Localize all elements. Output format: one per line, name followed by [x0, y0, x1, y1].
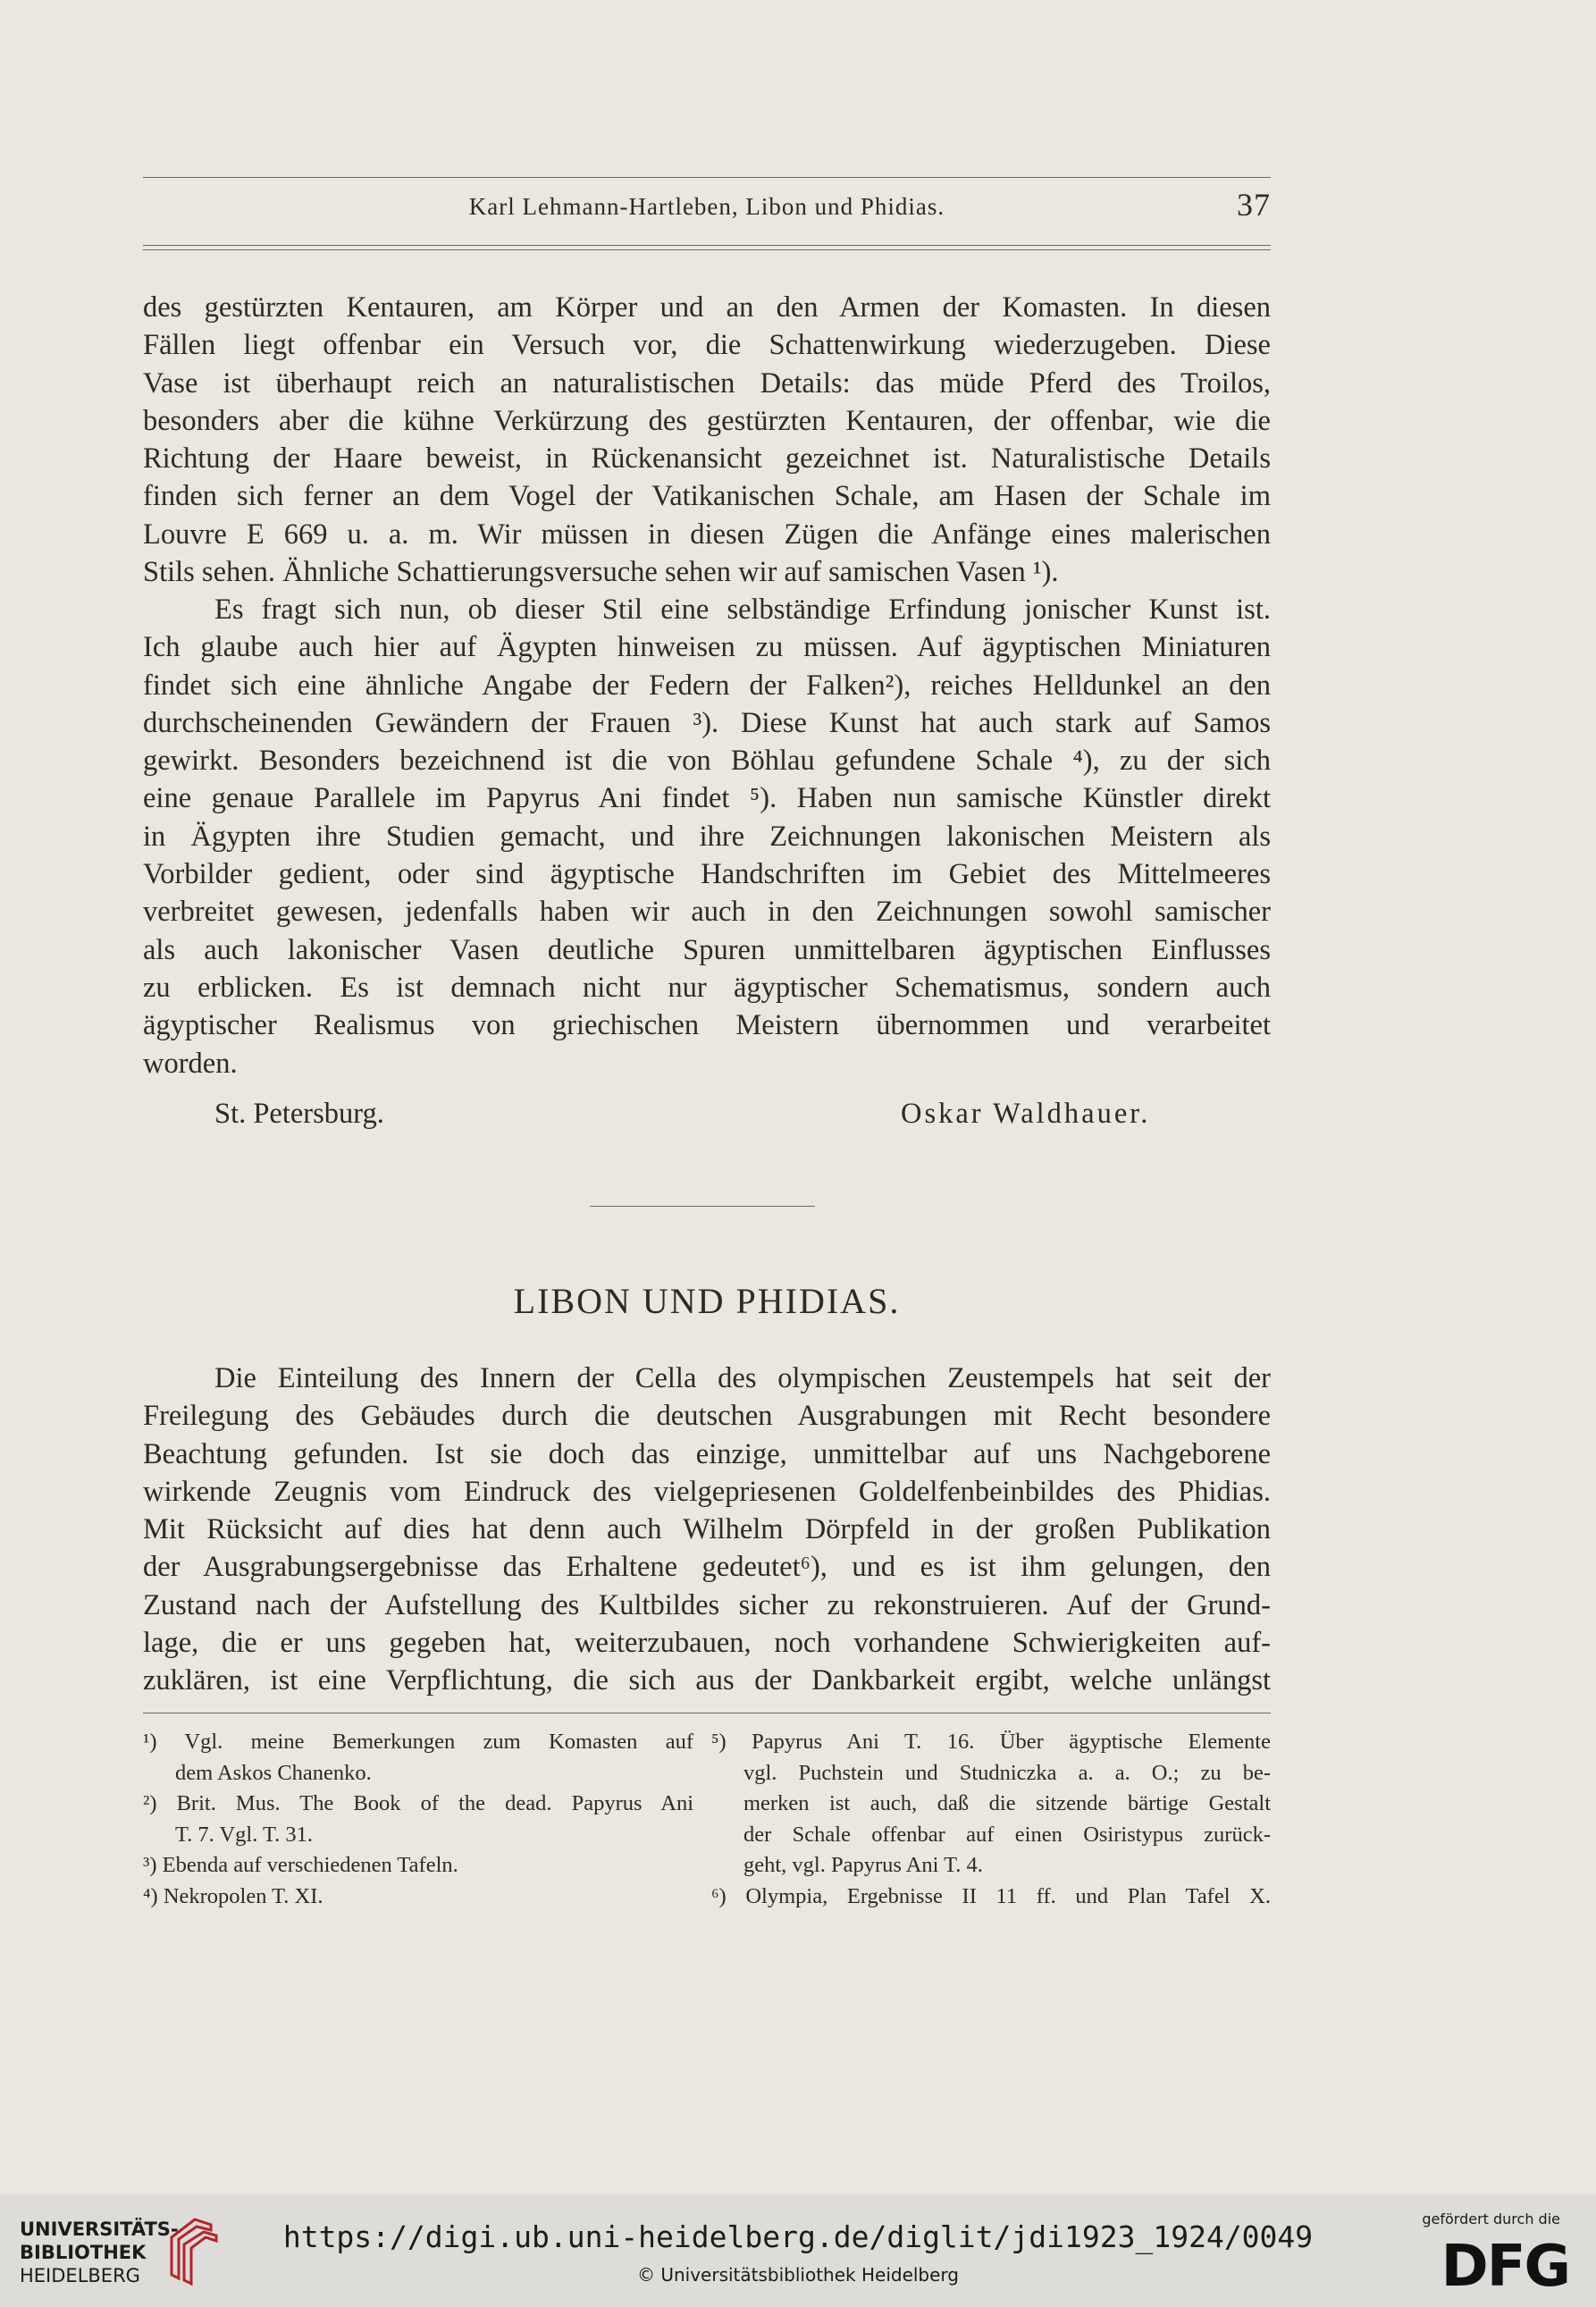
- signature-place: St. Petersburg.: [214, 1098, 384, 1130]
- text-line: Richtung der Haare beweist, in Rückenansicht gezeichnet ist. Naturalistische Details: [143, 442, 1271, 476]
- text-line: lage, die er uns gegeben hat, weiterzubauen, noch vorhandene Schwierigkeiten auf-: [143, 1627, 1271, 1660]
- section-separator: [590, 1206, 815, 1207]
- text-line: Louvre E 669 u. a. m. Wir müssen in diesen Zügen die Anfänge eines malerischen: [143, 518, 1271, 551]
- text-line: wirkende Zeugnis vom Eindruck des vielgepriesenen Goldelfenbeinbildes des Phidias.: [143, 1475, 1271, 1508]
- copyright-notice: © Universitätsbibliothek Heidelberg: [636, 2264, 959, 2286]
- text-line: durchscheinenden Gewändern der Frauen ³). Diese Kunst hat auch stark auf Samos: [143, 706, 1271, 739]
- footnote-line: ⁴) Nekropolen T. XI.: [143, 1883, 323, 1908]
- text-line: verbreitet gewesen, jedenfalls haben wir auch in den Zeichnungen sowohl samischer: [143, 896, 1271, 929]
- footnote-line: dem Askos Chanenko.: [175, 1760, 372, 1785]
- text-line: ägyptischer Realismus von griechischen Meistern übernommen und verarbeitet: [143, 1009, 1271, 1042]
- digitization-footer: [0, 2194, 1596, 2307]
- footnote-line: merken ist auch, daß die sitzende bärtige Gestalt: [743, 1791, 1271, 1815]
- text-line: als auch lakonischer Vasen deutliche Spuren unmittelbaren ägyptischen Einflusses: [143, 933, 1271, 966]
- footnotes-right: [711, 1727, 1271, 1912]
- dfg-logo: DFG: [1441, 2234, 1569, 2300]
- text-line: Vorbilder gedient, oder sind ägyptische Handschriften im Gebiet des Mittelmeeres: [143, 858, 1271, 891]
- running-head-title: Karl Lehmann-Hartleben, Libon und Phidias.: [468, 193, 945, 220]
- footnote-line: T. 7. Vgl. T. 31.: [175, 1822, 314, 1847]
- footnote-line: ³) Ebenda auf verschiedenen Tafeln.: [143, 1853, 458, 1877]
- text-line: Freilegung des Gebäudes durch die deutschen Ausgrabungen mit Recht besondere: [143, 1400, 1271, 1433]
- text-line: des gestürzten Kentauren, am Körper und an den Armen der Komasten. In diesen: [143, 291, 1271, 324]
- signature-author: Oskar Waldhauer.: [901, 1098, 1151, 1130]
- text-line: finden sich ferner an dem Vogel der Vatikanischen Schale, am Hasen der Schale im: [143, 480, 1271, 513]
- header-rule-bottom-2: [143, 249, 1271, 250]
- text-line: zuklären, ist eine Verpflichtung, die sich aus der Dankbarkeit ergibt, welche unlängst: [143, 1664, 1271, 1697]
- library-name-line3: HEIDELBERG: [20, 2265, 140, 2286]
- footnotes-left: [143, 1727, 693, 1912]
- text-line: Vase ist überhaupt reich an naturalistischen Details: das müde Pferd des Troilos,: [143, 366, 1271, 400]
- footnote-line: vgl. Puchstein und Studniczka a. a. O.; zu be-: [743, 1760, 1271, 1785]
- text-line: in Ägypten ihre Studien gemacht, und ihre Zeichnungen lakonischen Meistern als: [143, 820, 1271, 853]
- footnote-line: ¹) Vgl. meine Bemerkungen zum Komasten auf: [143, 1730, 693, 1754]
- text-line: zu erblicken. Es ist demnach nicht nur ägyptischer Schematismus, sondern auch: [143, 971, 1271, 1004]
- library-name-line1: UNIVERSITÄTS-: [20, 2219, 179, 2240]
- text-line: Fällen liegt offenbar ein Versuch vor, die Schattenwirkung wiederzugeben. Diese: [143, 329, 1271, 362]
- paragraph-2: [143, 591, 1271, 1082]
- text-line: Die Einteilung des Innern der Cella des olympischen Zeustempels hat seit der: [214, 1362, 1271, 1394]
- text-line: Beachtung gefunden. Ist sie doch das einzige, unmittelbar auf uns Nachgeborene: [143, 1437, 1271, 1470]
- text-line: findet sich eine ähnliche Angabe der Federn der Falken²), reiches Helldunkel an den: [143, 669, 1271, 702]
- text-line: der Ausgrabungsergebnisse das Erhaltene gedeutet⁶), und es ist ihm gelungen, den: [143, 1551, 1271, 1584]
- header-rule-bottom-1: [143, 245, 1271, 246]
- library-name-line2: BIBLIOTHEK: [20, 2242, 147, 2263]
- text-line: gewirkt. Besonders bezeichnend ist die von Böhlau gefundene Schale ⁴), zu der sich: [143, 745, 1271, 778]
- text-line: Mit Rücksicht auf dies hat denn auch Wilhelm Dörpfeld in der großen Publikation: [143, 1513, 1271, 1546]
- article-title: LIBON UND PHIDIAS.: [513, 1281, 901, 1321]
- footnote-line: geht, vgl. Papyrus Ani T. 4.: [743, 1853, 983, 1877]
- paragraph-1: [143, 289, 1271, 591]
- funding-note: gefördert durch die: [1422, 2210, 1560, 2227]
- text-line: Ich glaube auch hier auf Ägypten hinweisen zu müssen. Auf ägyptischen Miniaturen: [143, 631, 1271, 664]
- page-number: 37: [1237, 187, 1271, 223]
- footnote-line: ⁶) Olympia, Ergebnisse II 11 ff. und Plan Tafel X.: [711, 1883, 1271, 1908]
- text-line: Zustand nach der Aufstellung des Kultbildes sicher zu rekonstruieren. Auf der Grund-: [143, 1588, 1271, 1621]
- footnote-line: ²) Brit. Mus. The Book of the dead. Papyrus Ani: [143, 1791, 693, 1815]
- text-line: besonders aber die kühne Verkürzung des gestürzten Kentauren, der offenbar, wie die: [143, 404, 1271, 437]
- footnote-line: ⁵) Papyrus Ani T. 16. Über ägyptische Elemente: [711, 1730, 1271, 1754]
- text-line: worden.: [143, 1047, 238, 1080]
- text-line: Stils sehen. Ähnliche Schattierungsversuche sehen wir auf samischen Vasen ¹).: [143, 556, 1059, 589]
- footnote-line: der Schale offenbar auf einen Osiristypus zurück-: [743, 1822, 1271, 1847]
- permalink-url[interactable]: https://digi.ub.uni-heidelberg.de/diglit/jdi1923_1924/0049: [282, 2219, 1314, 2254]
- paragraph-3: [143, 1360, 1271, 1700]
- header-rule-top: [143, 177, 1271, 178]
- text-line: Es fragt sich nun, ob dieser Stil eine selbständige Erfindung jonischer Kunst ist.: [214, 594, 1271, 626]
- text-line: eine genaue Parallele im Papyrus Ani findet ⁵). Haben nun samische Künstler direkt: [143, 782, 1271, 815]
